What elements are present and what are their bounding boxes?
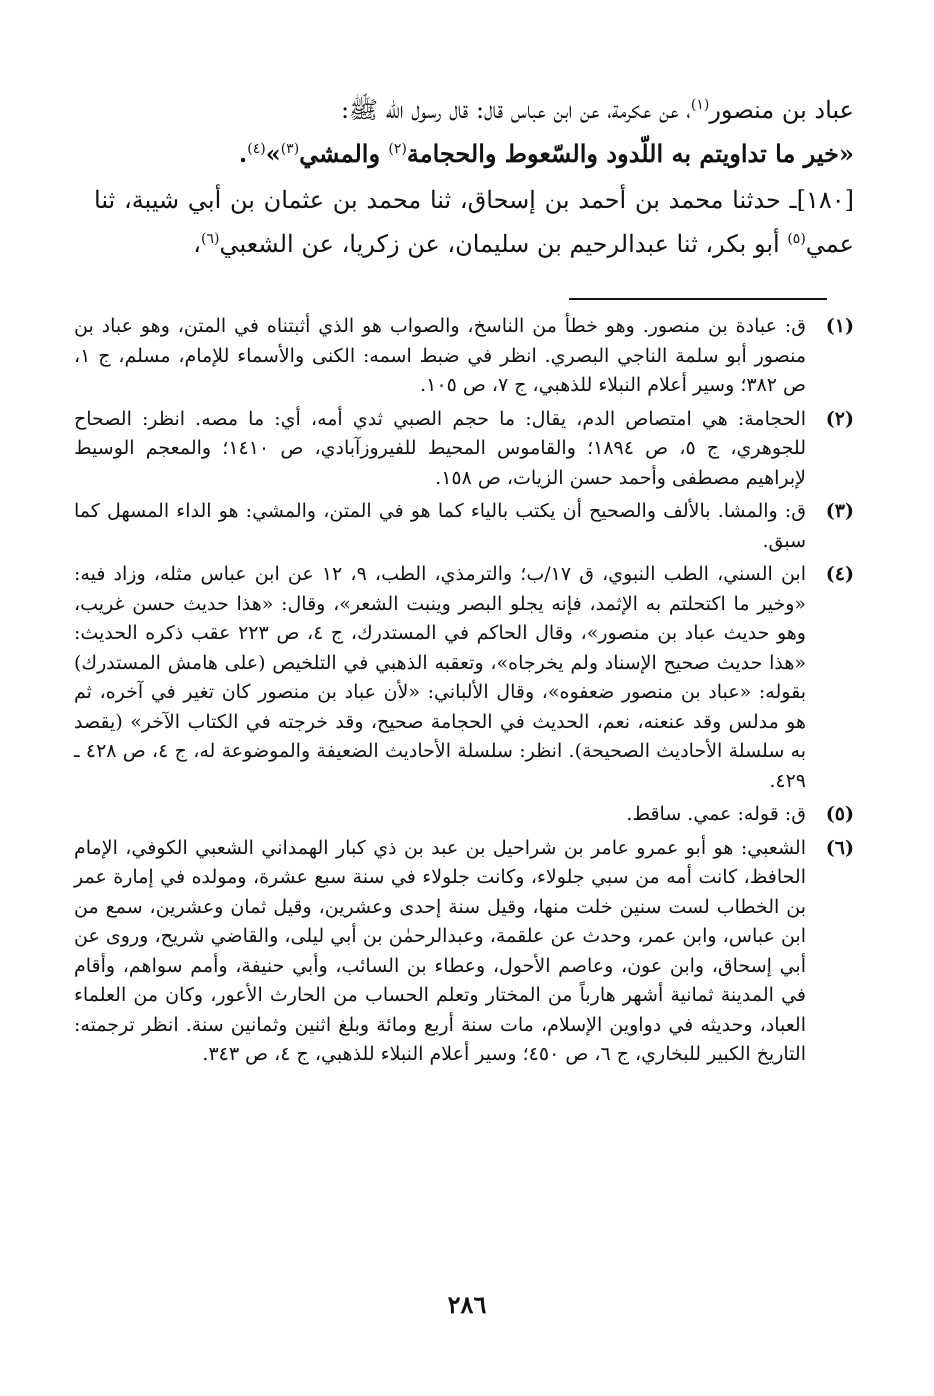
footnote-text: ق: قوله: عمي. ساقط. (626, 803, 806, 825)
footnote-text: الحجامة: هي امتصاص الدم، يقال: ما حجم الصبي ثدي أمه، أي: ما مصه. انظر: الصحاح للجوهري، ج ٥، ص ١٨٩٤؛ والقاموس المحيط للفيروزآبادي، ص ١٤١٠؛ والمعجم الوسيط لإبراهيم مصطفى وأحمد حسن الزيات، ص ١٥٨. (74, 407, 806, 489)
footnote-ref-3: (٣) (280, 141, 300, 157)
footnote-number: (٤) (825, 563, 854, 585)
footnote-text: ق: عبادة بن منصور. وهو خطأ من الناسخ، والصواب هو الذي أثبتناه في المتن، وهو عباد بن منصور أبو سلمة الناجي البصري. انظر في ضبط اسمه: الكنى والأسماء للإمام، مسلم، ج ١، ص ٣٨٢؛ وسير أعلام النبلاء للذهبي، ج ٧، ص ١٠٥. (74, 315, 806, 396)
footnote (74, 800, 854, 830)
footnote-text: ابن السني، الطب النبوي، ق ١٧/ب؛ والترمذي، الطب، ٩، ١٢ عن ابن عباس مثله، وزاد فيه: «وخير ما اكتحلتم به الإثمد، فإنه يجلو البصر وينبت الشعر»، وقال: «هذا حديث حسن غريب، وهو حديث عباد بن منصور»، وقال الحاكم في المستدرك، ج ٤، ص ٢٢٣ عقب ذكره الحديث: «هذا حديث صحيح الإسناد ولم يخرجاه»، وتعقبه الذهبي في التلخيص (على هامش المستدرك) بقوله: «عباد بن منصور ضعفوه»، وقال الألباني: «لأن عباد بن منصور كان تغير في آخره، ثم هو مدلس وقد عنعنه، نعم، الحديث في الحجامة صحيح، وقد خرجته في الكتاب الآخر» (يقصد به سلسلة الأحاديث الصحيحة). انظر: سلسلة الأحاديث الضعيفة والموضوعة له، ج ٤، ص ٤٢٨ ـ ٤٢٩. (74, 563, 807, 792)
footnote-text: الشعبي: هو أبو عمرو عامر بن شراحيل بن عبد بن ذي كبار الهمداني الشعبي الكوفي، الإمام الحافظ، كانت أمه من سبي جلولاء، وكانت جلولاء في سنة سبع عشرة، ومولده في إمارة عمر بن الخطاب لست سنين خلت منها، وقيل سنة إحدى وعشرين، وقيل ثمان وعشرين، سمع من ابن عباس، وابن عمر، وحدث عن علقمة، وعبدالرحمٰن بن أبي ليلى، والقاضي شريح، وروى عن أبي إسحاق، وابن عون، وعاصم الأحول، وعطاء بن السائب، وأبي حنيفة، وأمم سواهم، وأقام في المدينة ثمانية أشهر هارباً من المختار وتعلم الحساب من الحارث الأعور، وكان من العلماء العباد، وحديثه في دواوين الإسلام، مات سنة أربع ومائة وبلغ اثنين وثمانين سنة. انظر ترجمته: التاريخ الكبير للبخاري، ج ٦، ص ٤٥٠؛ وسير أعلام النبلاء للذهبي، ج ٤، ص ٣٤٣. (74, 836, 806, 1065)
hadith-text: . (238, 139, 248, 168)
footnote-number: (١) (825, 315, 854, 337)
hadith-text: والمشي (299, 139, 389, 168)
main-text-segment: [١٨٠]ـ حدثنا محمد بن أحمد بن إسحاق، ثنا محمد بن عثمان بن أبي شيبة، ثنا عمي (94, 186, 854, 258)
footnote-number: (٥) (825, 803, 854, 825)
main-text (94, 88, 854, 266)
footnote (74, 834, 854, 1070)
hadith-text: «خير ما تداويتم به اللّدود والسّعوط والحجامة (406, 139, 854, 168)
main-text-segment: أبو بكر، ثنا عبدالرحيم بن سليمان، عن زكريا، عن الشعبي (219, 230, 788, 258)
footnote (74, 405, 854, 494)
footnote-ref-5: (٥) (787, 231, 806, 247)
footnote-ref-1: (١) (690, 97, 710, 113)
main-text-segment: ، (193, 230, 202, 258)
footnote-ref-6: (٦) (201, 231, 220, 247)
page-number: ٢٨٦ (447, 1290, 487, 1319)
footnote-ref-2: (٢) (388, 141, 407, 157)
main-text-segment: عباد بن منصور (709, 96, 854, 124)
footnotes (74, 312, 854, 1074)
main-paragraph-2 (94, 178, 854, 266)
footnote-separator (569, 298, 827, 300)
footnote (74, 497, 854, 556)
footnote-ref-4: (٤) (247, 141, 266, 157)
footnote-number: (٣) (825, 500, 854, 522)
main-text-segment: ، عن عكرمة، عن ابن عباس قال: قال رسول الله ﷺ: (340, 96, 691, 124)
footnote (74, 560, 854, 796)
main-paragraph-1 (94, 88, 854, 176)
footnote (74, 312, 854, 401)
hadith-text: » (265, 139, 281, 168)
footnote-number: (٦) (825, 836, 854, 859)
footnote-text: ق: والمشا. بالألف والصحيح أن يكتب بالياء كما هو في المتن، والمشي: هو الداء المسهل كما سبق. (74, 500, 806, 552)
footnote-number: (٢) (825, 407, 854, 430)
